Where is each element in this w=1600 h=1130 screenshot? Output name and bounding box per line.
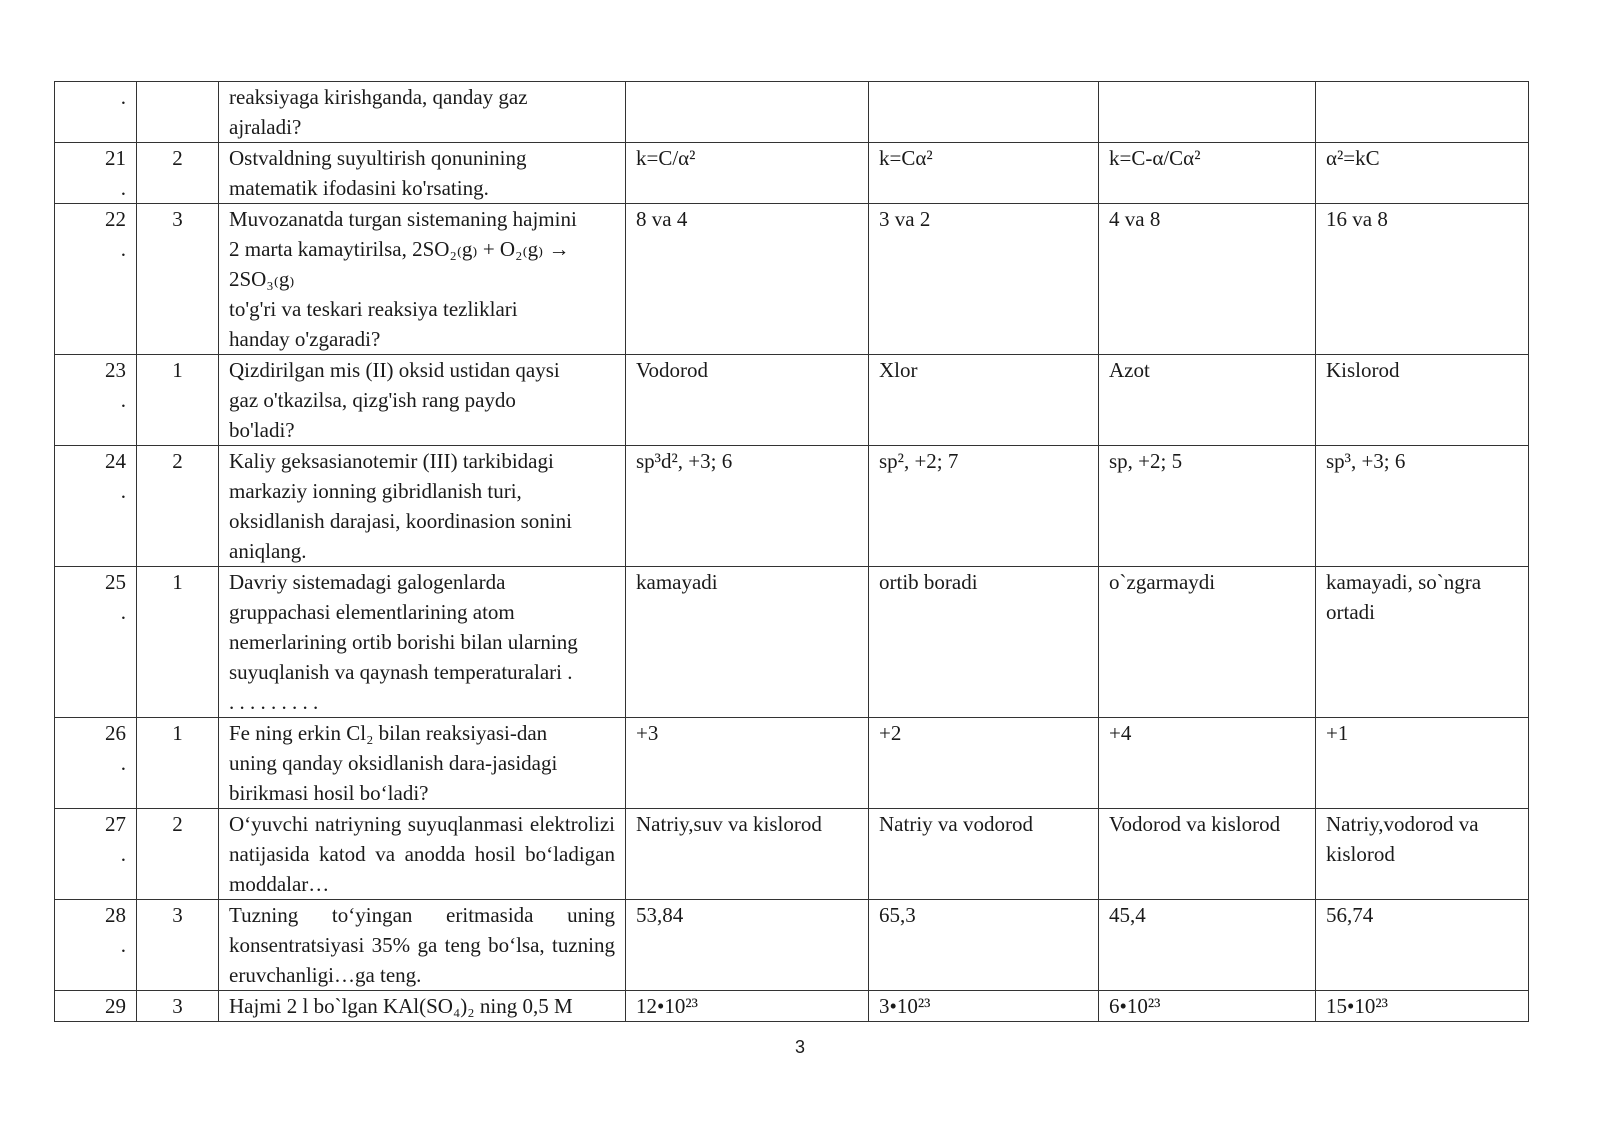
question-text-line: reaksiyaga kirishganda, qanday gaz (229, 85, 528, 109)
question-number: 29 (105, 994, 126, 1018)
question-text-line: ajraladi? (229, 115, 302, 139)
question-text-line: handay o'zgaradi? (229, 327, 381, 351)
question-text-line: Qizdirilgan mis (II) oksid ustidan qaysi (229, 358, 560, 382)
question-text-line: uning qanday oksidlanish dara-jasidagi (229, 751, 558, 775)
question-text-cell (219, 446, 626, 567)
answer-a-cell: kamayadi (626, 567, 869, 718)
answer-c-cell: 4 va 8 (1099, 204, 1316, 355)
answer-c-cell: 45,4 (1099, 900, 1316, 991)
question-number-dot: . (120, 85, 126, 109)
question-text-cell (219, 82, 626, 143)
answer-b-cell: 3•10²³ (869, 991, 1099, 1022)
table-row (55, 355, 1529, 446)
question-number-dot: . (120, 479, 126, 503)
table-row (55, 204, 1529, 355)
question-text-line: oksidlanish darajasi, koordinasion sonini (229, 509, 572, 533)
question-number-cell (55, 900, 137, 991)
question-number-cell (55, 143, 137, 204)
answer-a-cell: 53,84 (626, 900, 869, 991)
question-text-line: markaziy ionning gibridlanish turi, (229, 479, 522, 503)
answer-c-cell: sp, +2; 5 (1099, 446, 1316, 567)
question-text-line: Muvozanatda turgan sistemaning hajmini (229, 207, 577, 231)
answer-a-cell: sp³d², +3; 6 (626, 446, 869, 567)
answer-d-cell: Kislorod (1316, 355, 1529, 446)
table-row (55, 567, 1529, 718)
question-number-dot: . (120, 842, 126, 866)
question-number-cell (55, 355, 137, 446)
answer-b-cell: sp², +2; 7 (869, 446, 1099, 567)
question-text-line: gruppachasi elementlarining atom (229, 600, 515, 624)
question-text-line: to'g'ri va teskari reaksiya tezliklari (229, 297, 518, 321)
answer-d-cell: 56,74 (1316, 900, 1529, 991)
question-number-dot: . (120, 751, 126, 775)
answer-b-cell: k=Cα² (869, 143, 1099, 204)
question-number-cell (55, 718, 137, 809)
answer-a-cell: k=C/α² (626, 143, 869, 204)
score-cell (137, 82, 219, 143)
answer-b-cell: ortib boradi (869, 567, 1099, 718)
question-text-cell (219, 900, 626, 991)
question-number-cell (55, 82, 137, 143)
table-row (55, 991, 1529, 1022)
answer-b-cell: 3 va 2 (869, 204, 1099, 355)
questions-table (54, 81, 1529, 1022)
answer-c-cell: o`zgarmaydi (1099, 567, 1316, 718)
questions-table-body (55, 82, 1529, 1022)
question-text-line: Davriy sistemadagi galogenlarda (229, 570, 506, 594)
table-row (55, 82, 1529, 143)
question-number: 26 (105, 721, 126, 745)
question-number: 28 (105, 903, 126, 927)
question-text-cell (219, 991, 626, 1022)
score-cell: 1 (137, 355, 219, 446)
question-number-dot: . (120, 600, 126, 624)
answer-c-cell (1099, 82, 1316, 143)
answer-d-cell: Natriy,vodorod va kislorod (1316, 809, 1529, 900)
answer-d-cell: 16 va 8 (1316, 204, 1529, 355)
question-text-cell (219, 809, 626, 900)
question-number: 22 (105, 207, 126, 231)
question-number-cell (55, 567, 137, 718)
answer-d-cell: α²=kC (1316, 143, 1529, 204)
question-number-dot: . (120, 388, 126, 412)
question-text-line: aniqlang. (229, 539, 307, 563)
question-number-cell (55, 446, 137, 567)
answer-b-cell (869, 82, 1099, 143)
score-cell: 3 (137, 204, 219, 355)
answer-a-cell: Natriy,suv va kislorod (626, 809, 869, 900)
answer-d-cell: 15•10²³ (1316, 991, 1529, 1022)
question-number: 24 (105, 449, 126, 473)
answer-a-cell: +3 (626, 718, 869, 809)
answer-b-cell: Natriy va vodorod (869, 809, 1099, 900)
question-number-dot: . (120, 933, 126, 957)
answer-b-cell: Xlor (869, 355, 1099, 446)
question-text-line: birikmasi hosil bo‘ladi? (229, 781, 429, 805)
answer-c-cell: Azot (1099, 355, 1316, 446)
question-text-line: . . . . . . . . . (229, 690, 319, 714)
question-text-line: 2SO₃₍g₎ (229, 267, 295, 291)
answer-d-cell: +1 (1316, 718, 1529, 809)
answer-d-cell (1316, 82, 1529, 143)
question-text-cell (219, 143, 626, 204)
question-text-line: nemerlarining ortib borishi bilan ularning (229, 630, 578, 654)
question-text-line: gaz o'tkazilsa, qizg'ish rang paydo (229, 388, 516, 412)
question-number-dot: . (120, 237, 126, 261)
question-number: 23 (105, 358, 126, 382)
answer-c-cell: k=C-α/Cα² (1099, 143, 1316, 204)
page-number: 3 (794, 1037, 805, 1057)
question-number-cell (55, 991, 137, 1022)
score-cell: 1 (137, 567, 219, 718)
question-text-line: O‘yuvchi natriyning suyuqlanmasi elektrolizi natijasida katod va anodda hosil bo‘ladigan moddalar… (229, 812, 615, 896)
score-cell: 2 (137, 143, 219, 204)
answer-a-cell: 12•10²³ (626, 991, 869, 1022)
table-row (55, 143, 1529, 204)
question-number: 27 (105, 812, 126, 836)
answer-d-cell: sp³, +3; 6 (1316, 446, 1529, 567)
answer-d-cell: kamayadi, so`ngra ortadi (1316, 567, 1529, 718)
score-cell: 3 (137, 991, 219, 1022)
question-number-dot: . (120, 176, 126, 200)
table-row (55, 446, 1529, 567)
answer-c-cell: Vodorod va kislorod (1099, 809, 1316, 900)
answer-a-cell: 8 va 4 (626, 204, 869, 355)
answer-c-cell: +4 (1099, 718, 1316, 809)
score-cell: 1 (137, 718, 219, 809)
question-number-cell (55, 809, 137, 900)
question-text-line: Hajmi 2 l bo`lgan KAl(SO₄)₂ ning 0,5 M (229, 994, 573, 1018)
question-text-line: Kaliy geksasianotemir (III) tarkibidagi (229, 449, 554, 473)
table-row (55, 900, 1529, 991)
question-text-line: Fe ning erkin Cl₂ bilan reaksiyasi-dan (229, 721, 548, 745)
answer-a-cell: Vodorod (626, 355, 869, 446)
score-cell: 3 (137, 900, 219, 991)
question-number: 21 (105, 146, 126, 170)
table-row (55, 718, 1529, 809)
question-number-cell (55, 204, 137, 355)
question-text-line: Tuzning to‘yingan eritmasida uning konsentratsiyasi 35% ga teng bo‘lsa, tuzning eruvchanligi…ga teng. (229, 903, 615, 987)
answer-b-cell: 65,3 (869, 900, 1099, 991)
question-text-line: suyuqlanish va qaynash temperaturalari . (229, 660, 573, 684)
question-text-cell (219, 355, 626, 446)
question-text-cell (219, 718, 626, 809)
answer-a-cell (626, 82, 869, 143)
answer-c-cell: 6•10²³ (1099, 991, 1316, 1022)
table-row (55, 809, 1529, 900)
question-text-line: bo'ladi? (229, 418, 295, 442)
score-cell: 2 (137, 809, 219, 900)
question-text-line: matematik ifodasini ko'rsating. (229, 176, 489, 200)
question-text-cell (219, 567, 626, 718)
question-text-line: 2 marta kamaytirilsa, 2SO₂₍g₎ + O₂₍g₎ → (229, 237, 570, 261)
question-text-line: Ostvaldning suyultirish qonunining (229, 146, 527, 170)
question-number: 25 (105, 570, 126, 594)
question-text-cell (219, 204, 626, 355)
score-cell: 2 (137, 446, 219, 567)
answer-b-cell: +2 (869, 718, 1099, 809)
